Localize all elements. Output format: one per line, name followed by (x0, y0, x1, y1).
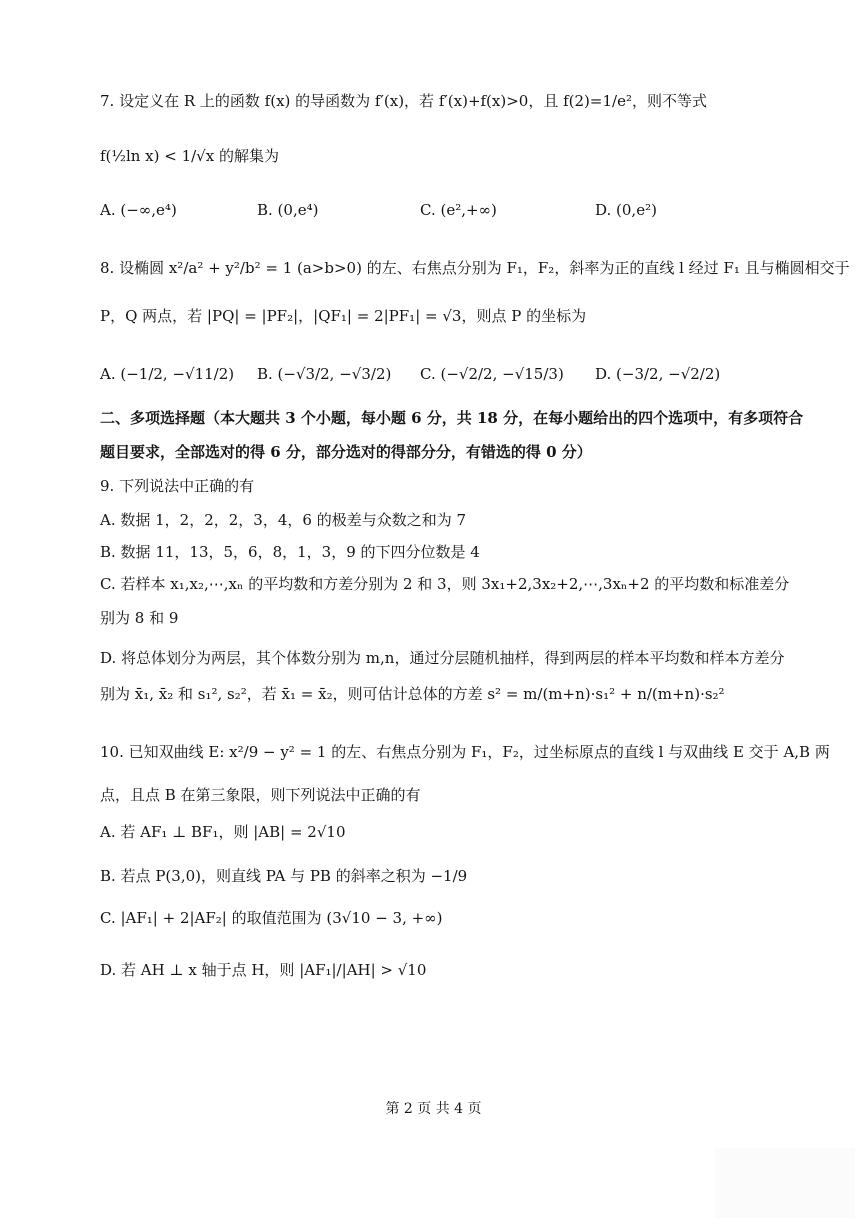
q9-option-c-line2: 别为 8 和 9 (100, 609, 179, 627)
q10-stem-line1: 10. 已知双曲线 E: x²/9 − y² = 1 的左、右焦点分别为 F₁，F₂，过坐标原点的直线 l 与双曲线 E 交于 A,B 两 (100, 743, 830, 761)
q8-option-d: D. (−3/2, −√2/2) (595, 365, 721, 383)
q8-option-b: B. (−√3/2, −√3/2) (257, 365, 392, 383)
section2-heading-line2: 题目要求，全部选对的得 6 分，部分选对的得部分分，有错选的得 0 分） (100, 443, 592, 461)
q8-option-c: C. (−√2/2, −√15/3) (420, 365, 564, 383)
q8-stem-line2: P，Q 两点，若 |PQ| = |PF₂|，|QF₁| = 2|PF₁| = √3，则点 P 的坐标为 (100, 307, 587, 325)
page-footer: 第 2 页 共 4 页 (385, 1101, 482, 1117)
q10-stem-line2: 点，且点 B 在第三象限，则下列说法中正确的有 (100, 786, 421, 804)
q7-stem-line2: f(½ln x) < 1/√x 的解集为 (100, 147, 279, 165)
q8-option-a: A. (−1/2, −√11/2) (100, 365, 235, 383)
q9-stem: 9. 下列说法中正确的有 (100, 477, 255, 495)
q7-option-c: C. (e²,+∞) (420, 201, 497, 219)
q7-option-a: A. (−∞,e⁴) (100, 201, 177, 219)
scan-corner-patch (715, 1148, 855, 1218)
q9-option-d-line1: D. 将总体划分为两层，其个体数分别为 m,n，通过分层随机抽样，得到两层的样本平均数和样本方差分 (100, 649, 785, 667)
q10-option-a: A. 若 AF₁ ⊥ BF₁，则 |AB| = 2√10 (100, 823, 346, 841)
q9-option-a: A. 数据 1，2，2，2，3，4，6 的极差与众数之和为 7 (100, 511, 467, 529)
q9-option-d-line2: 别为 x̄₁, x̄₂ 和 s₁², s₂²，若 x̄₁ = x̄₂，则可估计总体的方差 s² = m/(m+n)·s₁² + n/(m+n)·s₂² (100, 685, 725, 703)
q7-stem-line1: 7. 设定义在 R 上的函数 f(x) 的导函数为 f′(x)，若 f′(x)+f(x)>0，且 f(2)=1/e²，则不等式 (100, 92, 707, 110)
q7-option-d: D. (0,e²) (595, 201, 657, 219)
q10-option-b: B. 若点 P(3,0)，则直线 PA 与 PB 的斜率之积为 −1/9 (100, 867, 468, 885)
q10-option-d: D. 若 AH ⊥ x 轴于点 H，则 |AF₁|/|AH| > √10 (100, 961, 427, 979)
q8-stem-line1: 8. 设椭圆 x²/a² + y²/b² = 1 (a>b>0) 的左、右焦点分别为 F₁，F₂，斜率为正的直线 l 经过 F₁ 且与椭圆相交于 (100, 259, 850, 277)
section2-heading-line1: 二、多项选择题（本大题共 3 个小题，每小题 6 分，共 18 分，在每小题给出的四个选项中，有多项符合 (100, 409, 804, 427)
q7-option-b: B. (0,e⁴) (257, 201, 319, 219)
q10-option-c: C. |AF₁| + 2|AF₂| 的取值范围为 (3√10 − 3, +∞) (100, 909, 443, 927)
q9-option-c-line1: C. 若样本 x₁,x₂,⋯,xₙ 的平均数和方差分别为 2 和 3，则 3x₁+2,3x₂+2,⋯,3xₙ+2 的平均数和标准差分 (100, 575, 790, 593)
q9-option-b: B. 数据 11，13，5，6，8，1，3，9 的下四分位数是 4 (100, 543, 480, 561)
